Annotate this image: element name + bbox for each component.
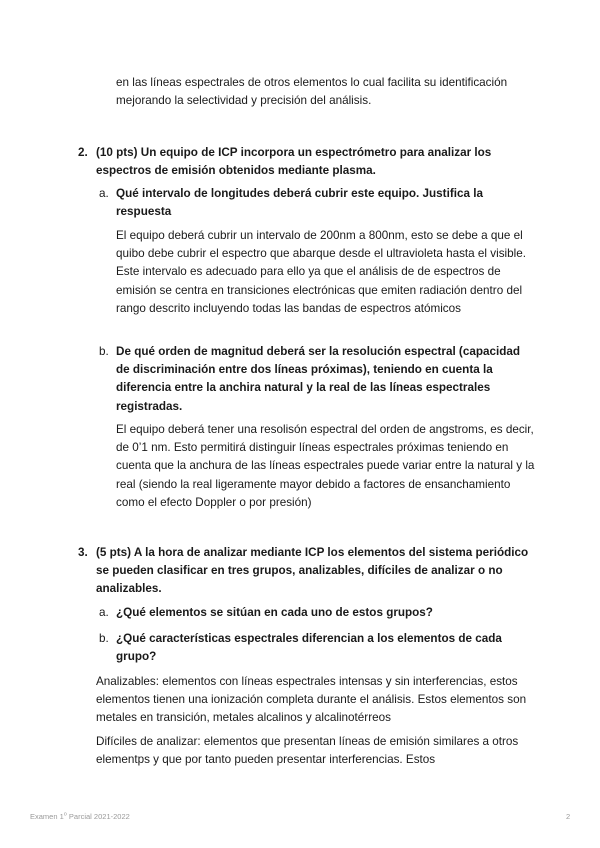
q3-number: 3. bbox=[78, 546, 88, 559]
q2-heading bbox=[96, 144, 536, 180]
q2a-question-text: Qué intervalo de longitudes deberá cubrir este equipo. Justifica la respuesta bbox=[116, 187, 483, 219]
q2b-question bbox=[116, 343, 536, 416]
q3-answer-2-text: Difíciles de analizar: elementos que presentan líneas de emisión similares a otros elementps y que por tanto pueden presentar interferencias. Estos bbox=[96, 735, 519, 767]
q3-answer-1 bbox=[96, 673, 536, 728]
q3a-marker: a. bbox=[99, 606, 109, 619]
footer-page-number: 2 bbox=[566, 812, 571, 821]
q2-number: 2. bbox=[78, 146, 88, 159]
footer-left-post: Parcial 2021-2022 bbox=[66, 812, 130, 821]
q2-heading-text: (10 pts) Un equipo de ICP incorpora un espectrómetro para analizar los espectros de emisión obtenidos mediante plasma. bbox=[96, 146, 492, 178]
continuation-paragraph bbox=[116, 74, 536, 110]
footer-exam-label bbox=[30, 812, 130, 822]
q3b-question bbox=[116, 630, 536, 666]
q2b-answer-text: El equipo deberá tener una resolisón espectral del orden de angstroms, es decir, de 0’1 nm. Esto permitirá distinguir líneas espectrales próximas teniendo en cuenta que la anchura de las líneas espectrales puede variar entre la natural y la real (siendo la real ligeramente mayor debido a factores de ensanchamiento como el efecto Doppler o por presión) bbox=[116, 423, 535, 509]
q2a-marker: a. bbox=[99, 187, 109, 200]
q2a-answer bbox=[116, 227, 536, 318]
q3a-question bbox=[116, 604, 536, 622]
q2a-question bbox=[116, 185, 536, 221]
q2b-answer bbox=[116, 421, 536, 512]
q3-answer-1-text: Analizables: elementos con líneas espectrales intensas y sin interferencias, estos elementos tienen una ionización completa durante el análisis. Estos elementos son metales en transición, metales alcalinos y alcalinotérreos bbox=[96, 675, 527, 725]
q3b-question-text: ¿Qué características espectrales diferencian a los elementos de cada grupo? bbox=[116, 632, 502, 664]
continuation-text: en las líneas espectrales de otros elementos lo cual facilita su identificación mejorando la selectividad y precisión del análisis. bbox=[116, 76, 508, 108]
footer-left-sup: o bbox=[63, 811, 67, 818]
q3-answer-2 bbox=[96, 733, 536, 769]
q2b-marker: b. bbox=[99, 345, 109, 358]
footer-left-pre: Examen 1 bbox=[30, 812, 64, 821]
q2b-question-text: De qué orden de magnitud deberá ser la resolución espectral (capacidad de discriminación entre dos líneas próximas), teniendo en cuenta la diferencia entre la anchira natural y la real de las líneas espectrales registradas. bbox=[116, 345, 520, 413]
q3a-question-text: ¿Qué elementos se sitúan en cada uno de estos grupos? bbox=[116, 606, 433, 619]
q2a-answer-text: El equipo deberá cubrir un intervalo de 200nm a 800nm, esto se debe a que el quibo debe cubrir el espectro que abarque desde el ultravioleta hasta el visible. Este intervalo es adecuado para ello ya que el análisis de de espectros de emisión se centra en transiciones electrónicas que emiten radiación dentro del rango descrito incluyendo todas las bandas de espectros atómicos bbox=[116, 229, 526, 315]
q3-heading-text: (5 pts) A la hora de analizar mediante ICP los elementos del sistema periódico se pueden clasificar en tres grupos, analizables, difíciles de analizar o no analizables. bbox=[96, 546, 529, 596]
q3-heading bbox=[96, 544, 536, 599]
q3b-marker: b. bbox=[99, 632, 109, 645]
